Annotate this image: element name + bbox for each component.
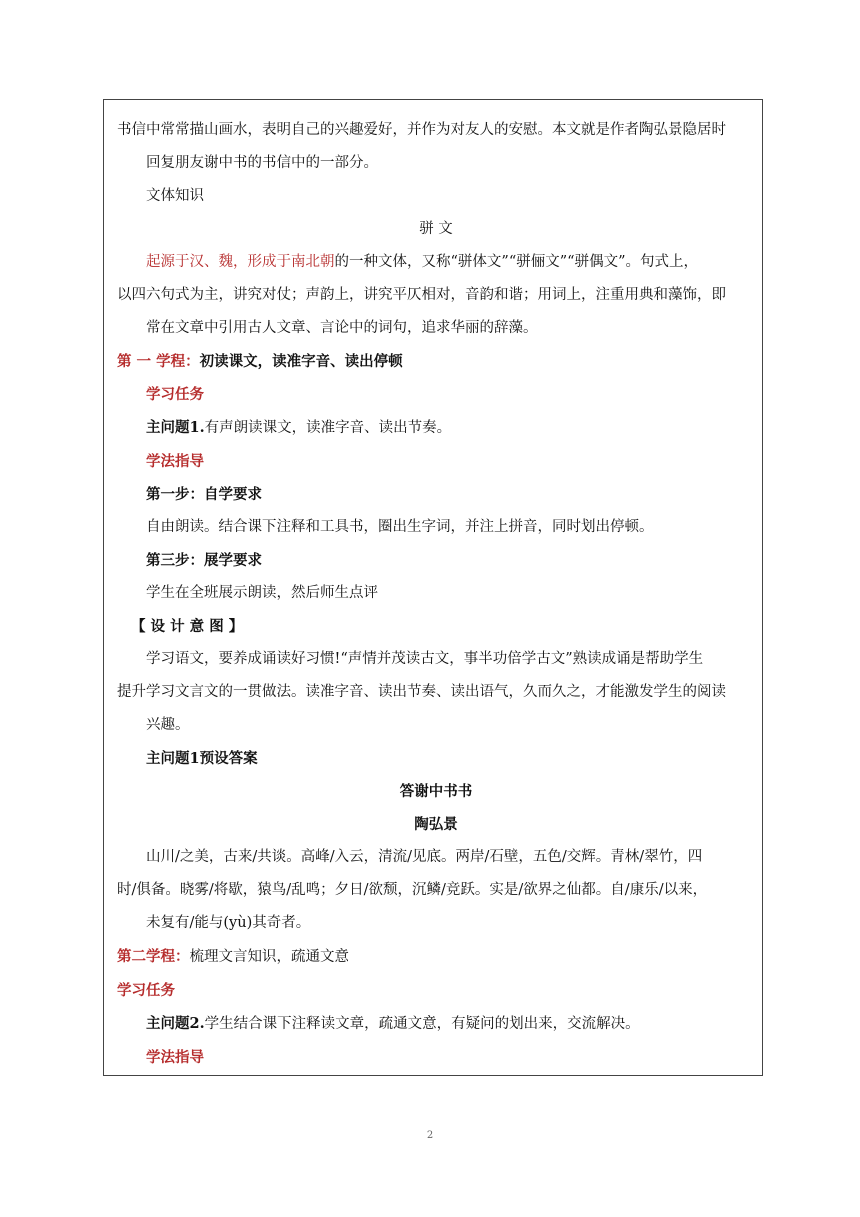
poem-title: 答谢中书书 <box>399 783 473 800</box>
text-line: 自由朗读。结合课下注释和工具书，圈出生字词，并注上拼音，同时划出停顿。 <box>146 519 654 535</box>
stage-label: 第 一 学程： <box>117 353 200 370</box>
stage-label: 第二学程： <box>117 948 190 965</box>
step-heading: 第一步：自学要求 <box>146 486 262 503</box>
subheading: 骈 文 <box>419 221 453 237</box>
stage-title: 初读课文，读准字音、读出停顿 <box>199 353 403 370</box>
document-body <box>117 114 755 1074</box>
section-heading: 学法指导 <box>146 453 204 470</box>
content-frame <box>103 99 763 1076</box>
section-heading: 学习任务 <box>146 386 204 403</box>
text-span: 有声朗读课文，读准字音、读出节奏。 <box>204 420 452 436</box>
text-line: 提升学习文言文的一贯做法。读准字音、读出节奏、读出语气，久而久之，才能激发学生的阅读 <box>117 684 726 700</box>
answer-heading: 主问题1预设答案 <box>146 750 258 767</box>
stage-title: 梳理文言知识，疏通文意 <box>189 949 349 965</box>
text-line: 兴趣。 <box>146 717 190 733</box>
design-intent-heading: 【 设 计 意 图 】 <box>131 618 244 635</box>
step-heading: 第三步：展学要求 <box>146 552 262 569</box>
section-heading: 学习任务 <box>117 982 175 999</box>
text-line: 未复有/能与(yù)其奇者。 <box>146 915 311 931</box>
text-line: 回复朋友谢中书的书信中的一部分。 <box>146 155 378 171</box>
text-line <box>117 246 755 279</box>
text-line: 以四六句式为主，讲究对仗；声韵上，讲究平仄相对，音韵和谐；用词上，注重用典和藻饰，即 <box>117 287 726 303</box>
text-span: 学生结合课下注释读文章，疏通文意，有疑问的划出来，交流解决。 <box>204 1016 640 1032</box>
text-line: 学习语文，要养成诵读好习惯!“声情并茂读古文，事半功倍学古文”熟读成诵是帮助学生 <box>146 651 704 667</box>
text-line: 常在文章中引用古人文章、言论中的词句，追求华丽的辞藻。 <box>146 320 538 336</box>
section-heading: 学法指导 <box>146 1049 204 1066</box>
stage-heading <box>117 345 755 378</box>
page-number: 2 <box>426 1130 434 1141</box>
stage-heading <box>117 940 755 974</box>
text-line <box>117 411 755 445</box>
highlight-text: 起源于汉、魏，形成于南北朝 <box>146 254 335 270</box>
poem-author: 陶弘景 <box>414 816 458 833</box>
text-line: 学生在全班展示朗读，然后师生点评 <box>146 585 378 601</box>
question-label: 主问题2. <box>146 1015 205 1032</box>
text-span: 的一种文体，又称“骈体文”“骈俪文”“骈偶文”。句式上， <box>334 254 698 270</box>
text-line: 书信中常常描山画水，表明自己的兴趣爱好，并作为对友人的安慰。本文就是作者陶弘景隐居时 <box>117 122 726 138</box>
text-line <box>117 1007 755 1041</box>
text-line: 时/俱备。晓雾/将歇，猿鸟/乱鸣；夕日/欲颓，沉鳞/竞跃。实是/欲界之仙都。自/康乐/以来， <box>117 882 708 898</box>
section-label: 文体知识 <box>146 188 204 204</box>
text-line: 山川/之美，古来/共谈。高峰/入云，清流/见底。两岸/石壁，五色/交辉。青林/翠竹，四 <box>146 849 703 865</box>
question-label: 主问题1. <box>146 419 205 436</box>
